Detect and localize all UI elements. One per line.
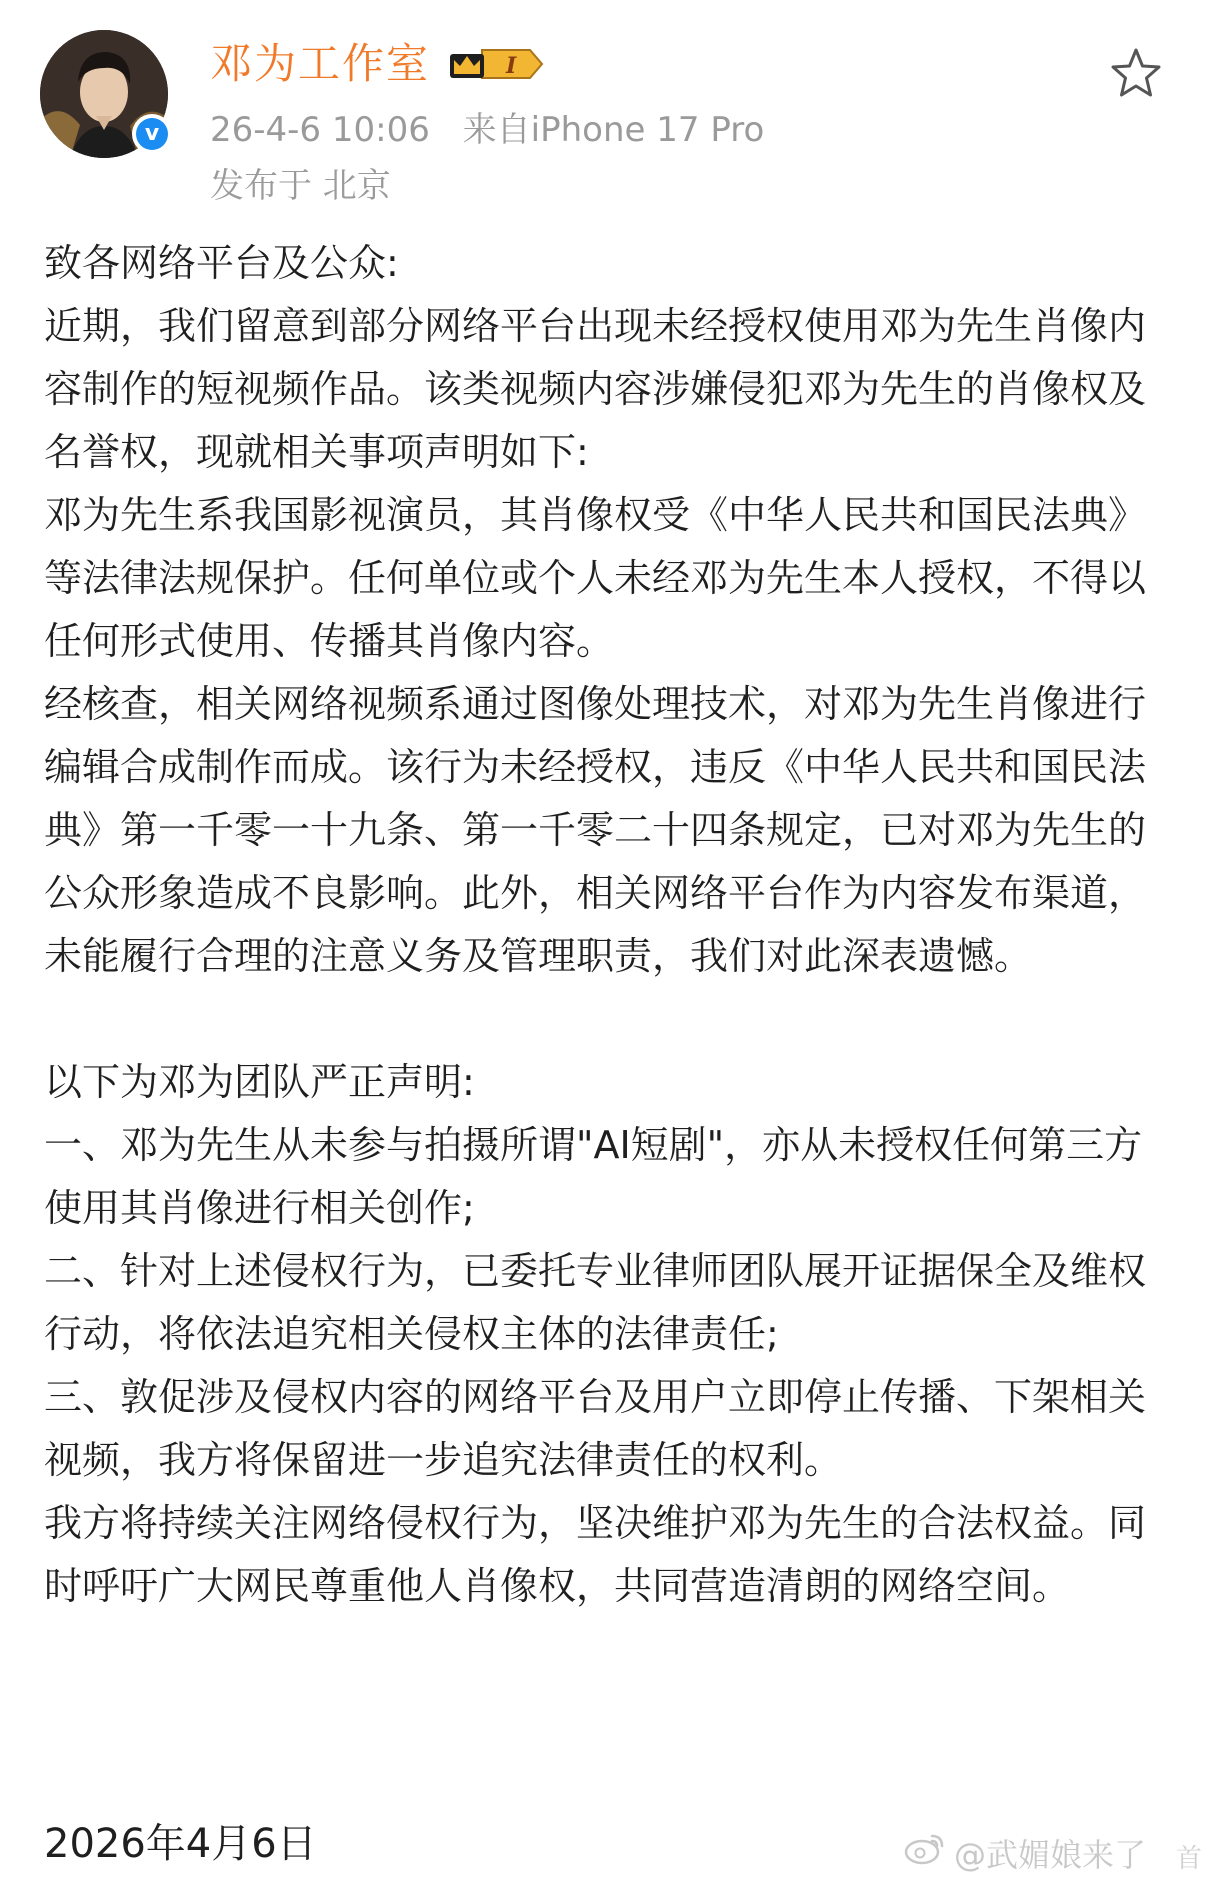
statement-item-1: 一、邓为先生从未参与拍摄所谓"AI短剧"，亦从未授权任何第三方使用其肖像进行相关创作; (44, 1123, 1143, 1230)
statement-item-3: 三、敦促涉及侵权内容的网络平台及用户立即停止传播、下架相关视频，我方将保留进一步追究法律责任的权利。 (44, 1375, 1147, 1482)
post-source: 来自iPhone 17 Pro (462, 110, 765, 150)
edge-mark: 首 (1175, 1844, 1202, 1874)
statement-item-2: 二、针对上述侵权行为，已委托专业律师团队展开证据保全及维权行动，将依法追究相关侵权主体的法律责任; (44, 1249, 1147, 1356)
paragraph-spacer (44, 988, 1174, 1051)
post-time: 26-4-6 10:06 (210, 110, 430, 150)
paragraph-rights: 邓为先生系我国影视演员，其肖像权受《中华人民共和国民法典》等法律法规保护。任何单位或个人未经邓为先生本人授权，不得以任何形式使用、传播其肖像内容。 (44, 493, 1147, 663)
watermark-text: @武媚娘来了 (953, 1836, 1146, 1874)
weibo-logo-icon (904, 1832, 946, 1874)
paragraph-greeting: 致各网络平台及公众: (44, 241, 399, 285)
user-name[interactable]: 邓为工作室 (210, 39, 431, 88)
paragraph-spacer (44, 1618, 1174, 1681)
post-location: 发布于 北京 (210, 166, 391, 206)
paragraph-findings: 经核查，相关网络视频系通过图像处理技术，对邓为先生肖像进行编辑合成制作而成。该行为未经授权，违反《中华人民共和国民法典》第一千零一十九条、第一千零二十四条规定，已对邓为先生的公众形象造成不良影响。此外，相关网络平台作为内容发布渠道，未能履行合理的注意义务及管理职责，我们对此深表遗憾。 (44, 682, 1147, 978)
paragraph-statement-heading: 以下为邓为团队严正声明: (44, 1060, 475, 1104)
post-header (0, 0, 1206, 220)
verified-v-icon: v (132, 114, 172, 154)
post-meta (210, 102, 764, 151)
name-row (210, 34, 544, 94)
post-date: 2026年4月6日 (44, 1821, 317, 1867)
post-body (44, 232, 1174, 1681)
avatar[interactable] (40, 30, 168, 158)
vip-level: I (506, 53, 517, 79)
paragraph-closing: 我方将持续关注网络侵权行为，坚决维护邓为先生的合法权益。同时呼吁广大网民尊重他人肖像权，共同营造清朗的网络空间。 (44, 1501, 1147, 1608)
watermark (904, 1830, 1146, 1876)
crown-badge-icon[interactable] (448, 44, 544, 84)
paragraph-intro: 近期，我们留意到部分网络平台出现未经授权使用邓为先生肖像内容制作的短视频作品。该类视频内容涉嫌侵犯邓为先生的肖像权及名誉权，现就相关事项声明如下: (44, 304, 1147, 474)
star-outline-icon[interactable] (1106, 44, 1166, 104)
